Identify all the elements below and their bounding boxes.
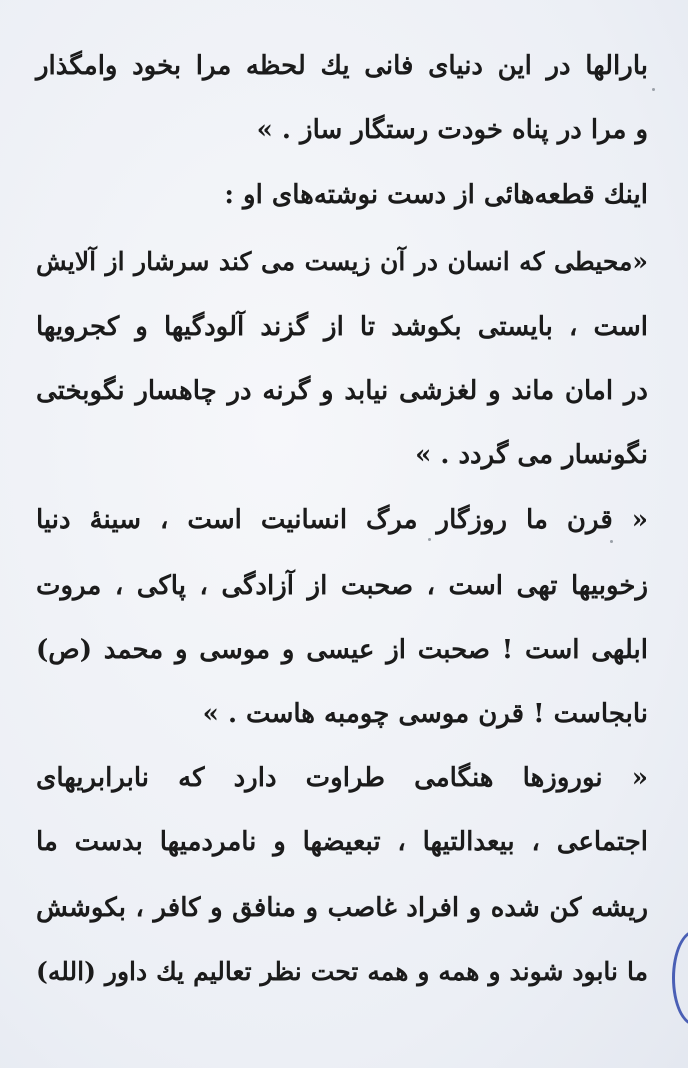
paper-speck	[652, 88, 655, 91]
text-line: در امان ماند و لغزشی نیابد و گرنه در چاهسار نگوبختی	[36, 376, 648, 406]
text-line: نگونسار می گردد . »	[415, 440, 648, 470]
text-line: و مرا در پناه خودت رستگار ساز . »	[256, 115, 648, 145]
text-line: ابلهی است ! صحبت از عیسی و موسی و محمد (ص)	[36, 635, 648, 665]
paper-speck	[428, 538, 431, 541]
text-line: « قرن ما روزگار مرگ انسانیت است ، سینهٔ دنیا	[36, 505, 648, 535]
text-line: «محیطی که انسان در آن زیست می کند سرشار از آلایش	[36, 247, 648, 276]
text-line: ما نابود شوند و همه و همه تحت نظر تعالیم یك داور (الله)	[36, 957, 648, 986]
text-line: ریشه کن شده و افراد غاصب و منافق و کافر ، بکوشش	[36, 893, 648, 923]
text-line: اجتماعی ، بیعدالتیها ، تبعیضها و نامردمیها بدست ما	[36, 827, 648, 857]
text-line: بارالها در این دنیای فانی یك لحظه مرا بخود وامگذار	[36, 51, 648, 81]
scan-edge-mark	[672, 930, 688, 1026]
text-line: نابجاست ! قرن موسی چومبه هاست . »	[202, 699, 648, 729]
text-line: « نوروزها هنگامی طراوت دارد که نابرابریهای	[36, 763, 648, 793]
text-line: زخوبیها تهی است ، صحبت از آزادگی ، پاکی ، مروت	[36, 571, 648, 601]
text-line: است ، بایستی بکوشد تا از گزند آلودگیها و کجرویها	[36, 312, 648, 342]
text-line: اینك قطعه‌هائی از دست نوشته‌های او :	[224, 180, 648, 210]
paper-speck	[610, 540, 613, 543]
